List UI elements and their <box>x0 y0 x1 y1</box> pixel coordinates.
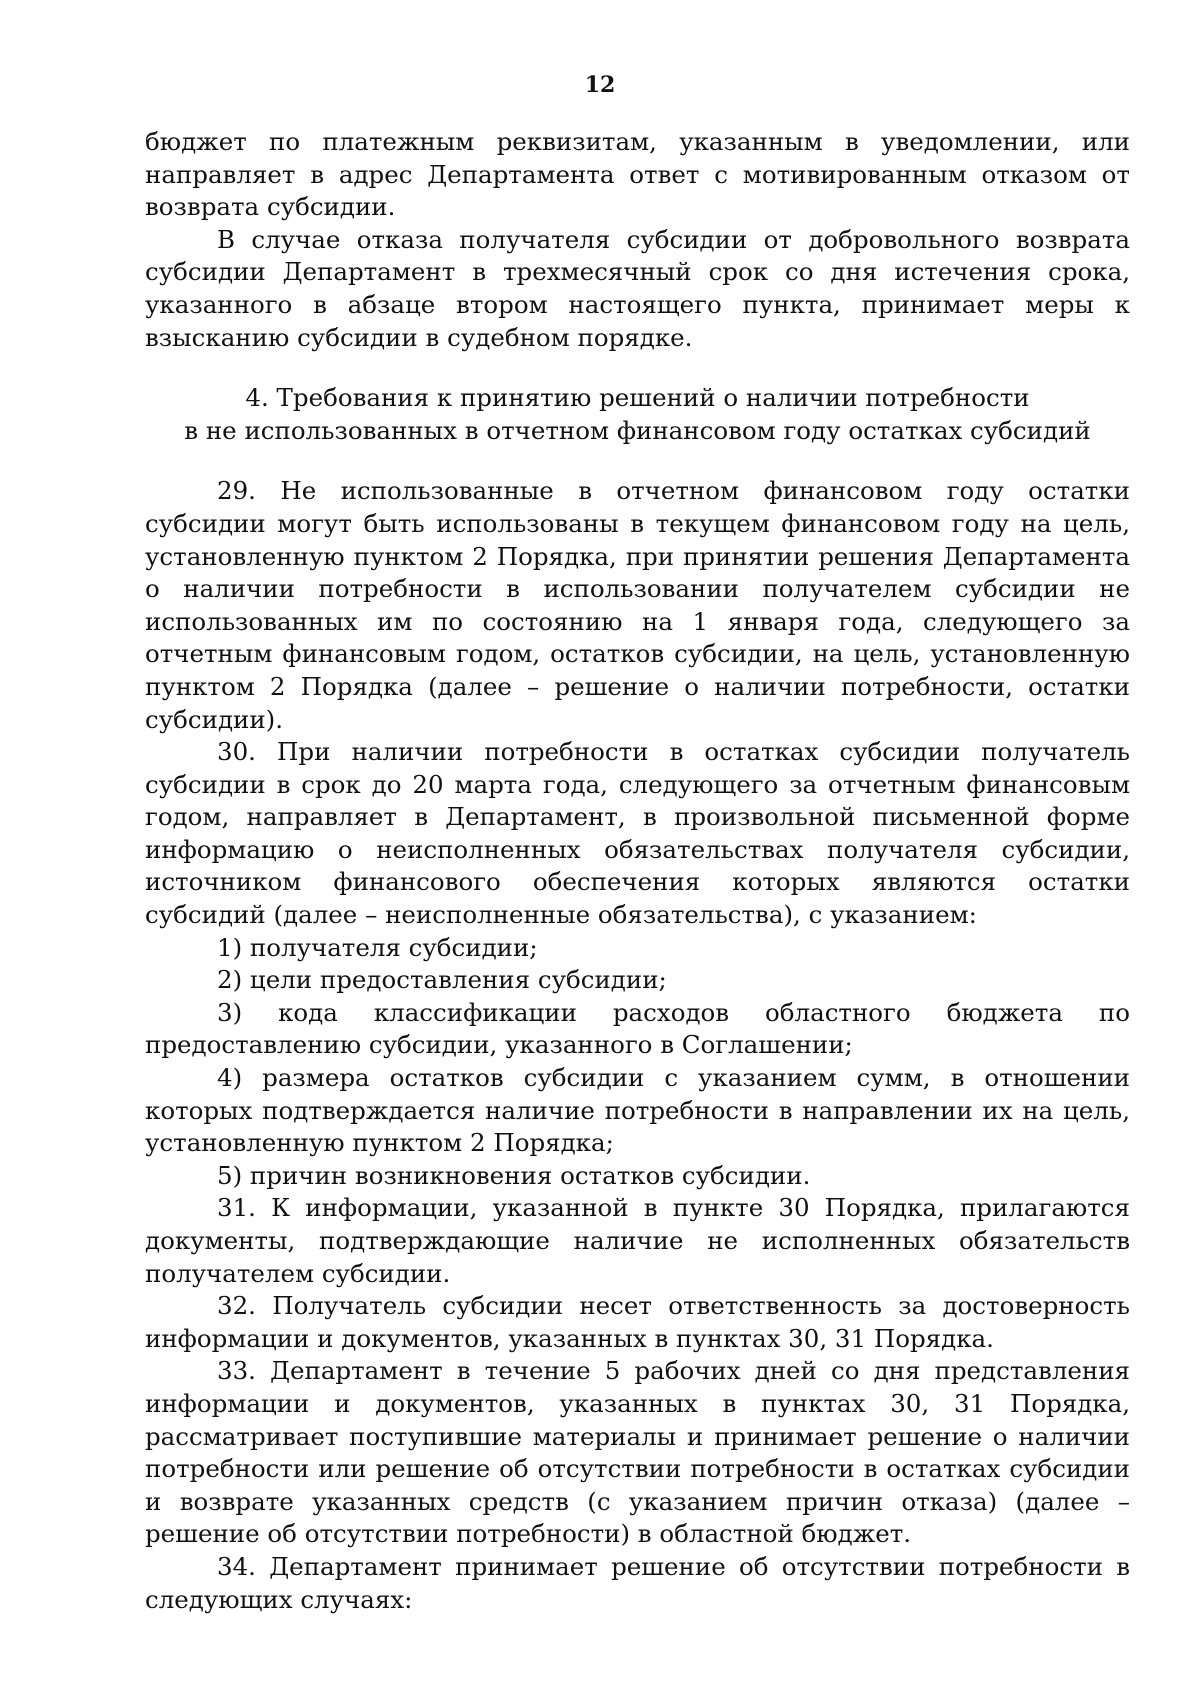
paragraph-refusal: В случае отказа получателя субсидии от добровольного возврата субсидии Департамент в трехмесячный срок со дня истечения срока, указанного в абзаце втором настоящего пункта, принимает меры к взысканию субсидии в судебном порядке. <box>145 224 1130 352</box>
list-item-1: 1) получателя субсидии; <box>217 932 538 962</box>
list-item-5: 5) причин возникновения остатков субсидии. <box>217 1160 811 1190</box>
page-number: 12 <box>584 72 616 98</box>
section-heading-line-1: 4. Требования к принятию решений о наличии потребности <box>245 383 1030 413</box>
section-heading <box>145 382 1130 447</box>
paragraph-30: 30. При наличии потребности в остатках субсидии получатель субсидии в срок до 20 марта года, следующего за отчетным финансовым годом, направляет в Департамент, в произвольной письменной форме информацию о неисполненных обязательствах получателя субсидии, источником финансового обеспечения которых являются остатки субсидий (далее – неисполненные обязательства), с указанием: <box>145 737 1130 930</box>
paragraph-32: 32. Получатель субсидии несет ответственность за достоверность информации и документов, указанных в пунктах 30, 31 Порядка. <box>145 1291 1130 1353</box>
paragraph-31: 31. К информации, указанной в пункте 30 Порядка, прилагаются документы, подтверждающие наличие не исполненных обязательств получателем субсидии. <box>145 1193 1130 1288</box>
list-item-4: 4) размера остатков субсидии с указанием сумм, в отношении которых подтверждается наличие потребности в направлении их на цель, установленную пунктом 2 Порядка; <box>145 1063 1130 1158</box>
section-heading-line-2: в не использованных в отчетном финансовом году остатках субсидий <box>184 415 1091 445</box>
list-item-2: 2) цели предоставления субсидии; <box>217 965 667 995</box>
list-item-3: 3) кода классификации расходов областного бюджета по предоставлению субсидии, указанного в Соглашении; <box>145 997 1130 1060</box>
paragraph-34: 34. Департамент принимает решение об отсутствии потребности в следующих случаях: <box>145 1551 1130 1614</box>
paragraph-29: 29. Не использованные в отчетном финансовом году остатки субсидии могут быть использованы в текущем финансовом году на цель, установленную пунктом 2 Порядка, при принятии решения Департамента о наличии потребности в использовании получателем субсидии не использованных им по состоянию на 1 января года, следующего за отчетным финансовым годом, остатков субсидии, на цель, установленную пунктом 2 Порядка (далее – решение о наличии потребности, остатки субсидии). <box>145 476 1130 734</box>
paragraph-continuation: бюджет по платежным реквизитам, указанным в уведомлении, или направляет в адрес Департамента ответ с мотивированным отказом от возврата субсидии. <box>145 127 1130 222</box>
document-body <box>145 126 1130 1616</box>
paragraph-33: 33. Департамент в течение 5 рабочих дней со дня представления информации и документов, указанных в пунктах 30, 31 Порядка, рассматривает поступившие материалы и принимает решение о наличии потребности или решение об отсутствии потребности в остатках субсидии и возврате указанных средств (с указанием причин отказа) (далее – решение об отсутствии потребности) в областной бюджет. <box>145 1356 1130 1549</box>
